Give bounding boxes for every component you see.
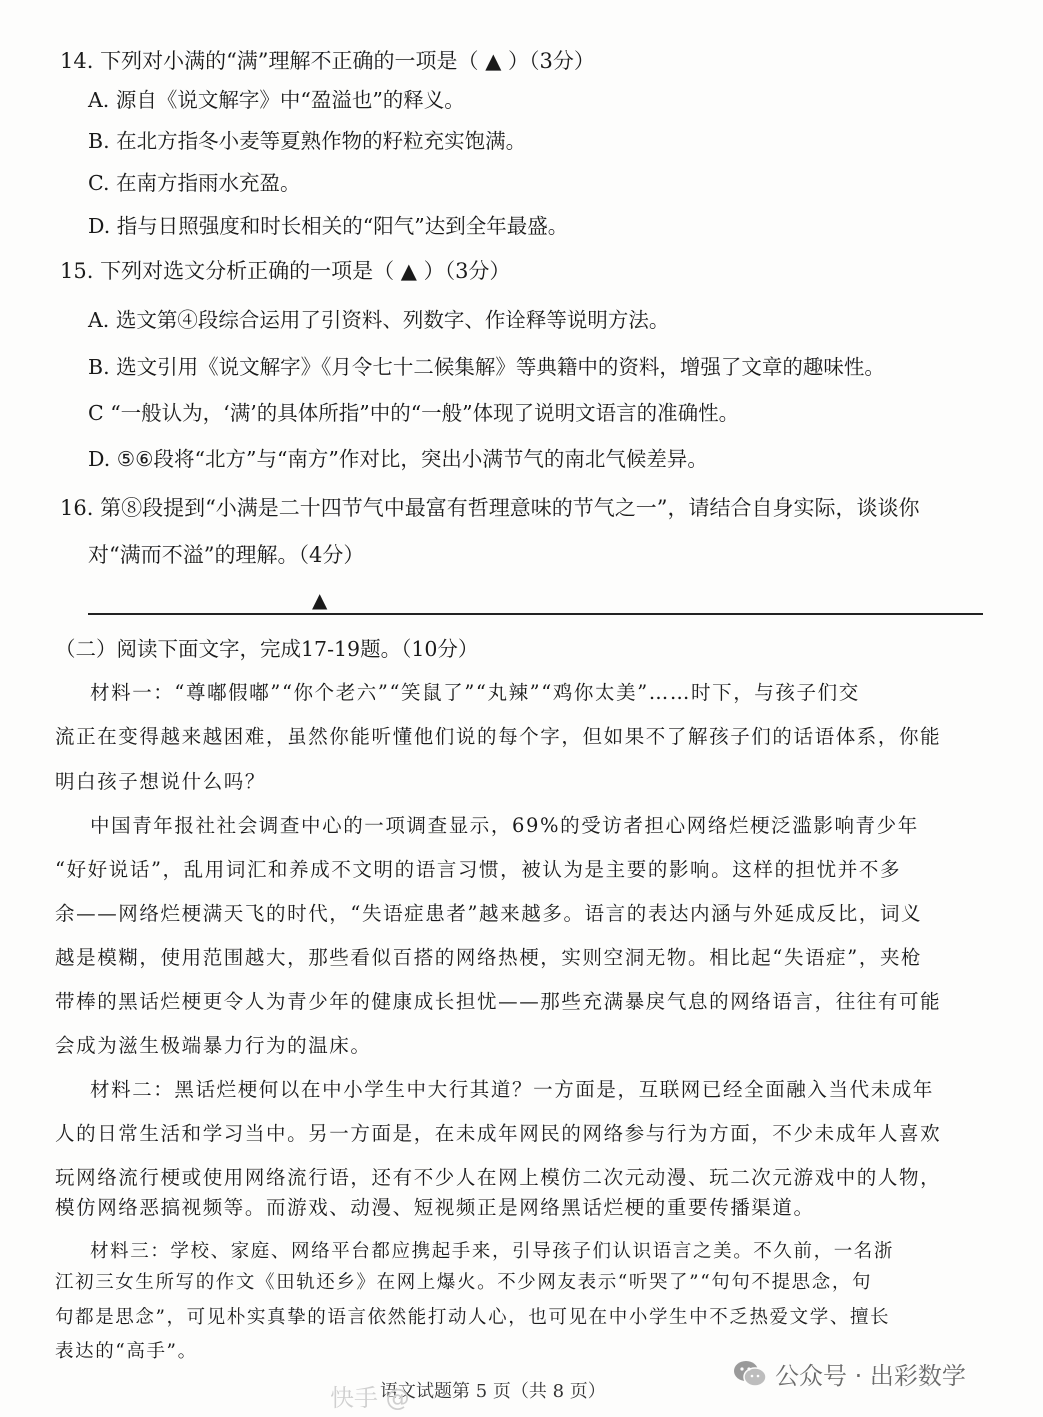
watermark-kuaishou: 快手 @ bbox=[330, 1384, 410, 1412]
q15-option-b: B. 选文引用《说文解字》《月令七十二候集解》等典籍中的资料，增强了文章的趣味性。 bbox=[88, 355, 885, 379]
page-number: 语文试题第 5 页（共 8 页） bbox=[380, 1381, 606, 1402]
watermark-wechat bbox=[733, 1356, 966, 1391]
material1-line-8: 带棒的黑话烂梗更令人为青少年的健康成长担忧——那些充满暴戾气息的网络语言，往往有可能 bbox=[55, 990, 942, 1013]
material1-line-6: 余——网络烂梗满天飞的时代，“失语症患者”越来越多。语言的表达内涵与外延成反比，词义 bbox=[55, 902, 923, 925]
q16-line-1: 16. 第⑧段提到“小满是二十四节气中最富有哲理意味的节气之一”，请结合自身实际，谈谈你 bbox=[60, 496, 920, 520]
wechat-icon bbox=[733, 1359, 767, 1389]
material2-line-4: 模仿网络恶搞视频等。而游戏、动漫、短视频正是网络黑话烂梗的重要传播渠道。 bbox=[55, 1196, 815, 1219]
q14-option-b: B. 在北方指冬小麦等夏熟作物的籽粒充实饱满。 bbox=[88, 129, 527, 153]
material3-line-2: 江初三女生所写的作文《田轨还乡》在网上爆火。不少网友表示“听哭了”“句句不提思念，句 bbox=[55, 1272, 873, 1293]
material3-line-1: 材料三：学校、家庭、网络平台都应携起手来，引导孩子们认识语言之美。不久前，一名浙 bbox=[90, 1241, 895, 1262]
q14-stem: 14. 下列对小满的“满”理解不正确的一项是（ ▲ ）（3分） bbox=[60, 49, 595, 73]
material1-line-9: 会成为滋生极端暴力行为的温床。 bbox=[55, 1034, 372, 1057]
material1-line-4: 中国青年报社社会调查中心的一项调查显示，69%的受访者担心网络烂梗泛滥影响青少年 bbox=[90, 814, 919, 837]
q14-option-d: D. 指与日照强度和时长相关的“阳气”达到全年最盛。 bbox=[88, 214, 569, 238]
material2-line-1: 材料二：黑话烂梗何以在中小学生中大行其道？一方面是，互联网已经全面融入当代未成年 bbox=[90, 1078, 935, 1101]
q14-option-c: C. 在南方指雨水充盈。 bbox=[88, 171, 301, 195]
q15-stem: 15. 下列对选文分析正确的一项是（ ▲ ）（3分） bbox=[60, 259, 511, 283]
q15-option-c: C “一般认为，‘满’的具体所指”中的“一般”体现了说明文语言的准确性。 bbox=[88, 401, 740, 425]
material1-line-1: 材料一：“尊嘟假嘟”“你个老六”“笑鼠了”“丸辣”“鸡你太美”……时下，与孩子们交 bbox=[90, 681, 860, 704]
material2-line-3: 玩网络流行梗或使用网络流行语，还有不少人在网上模仿二次元动漫、玩二次元游戏中的人物， bbox=[55, 1166, 942, 1189]
material1-line-7: 越是模糊，使用范围越大，那些看似百搭的网络热梗，实则空洞无物。相比起“失语症”，夹枪 bbox=[55, 946, 923, 969]
watermark-wechat-text: 公众号 · 出彩数学 bbox=[775, 1362, 966, 1390]
answer-line bbox=[88, 613, 983, 615]
material3-line-4: 表达的“高手”。 bbox=[55, 1341, 198, 1362]
q14-option-a: A. 源自《说文解字》中“盈溢也”的释义。 bbox=[88, 88, 465, 112]
material1-line-3: 明白孩子想说什么吗？ bbox=[55, 770, 267, 793]
q15-option-d: D. ⑤⑥段将“北方”与“南方”作对比，突出小满节气的南北气候差异。 bbox=[88, 447, 708, 471]
q15-option-a: A. 选文第④段综合运用了引资料、列数字、作诠释等说明方法。 bbox=[88, 308, 670, 332]
material1-line-5: “好好说话”，乱用词汇和养成不文明的语言习惯，被认为是主要的影响。这样的担忧并不多 bbox=[55, 858, 902, 881]
material3-line-3: 句都是思念”，可见朴实真挚的语言依然能打动人心，也可见在中小学生中不乏热爱文学、擅长 bbox=[55, 1307, 891, 1328]
material1-line-2: 流正在变得越来越困难，虽然你能听懂他们说的每个字，但如果不了解孩子们的话语体系，你能 bbox=[55, 725, 942, 748]
section2-title: （二）阅读下面文字，完成17-19题。（10分） bbox=[55, 637, 479, 661]
material2-line-2: 人的日常生活和学习当中。另一方面是，在未成年网民的网络参与行为方面，不少未成年人喜欢 bbox=[55, 1122, 942, 1145]
answer-triangle-icon: ▲ bbox=[312, 588, 328, 612]
q16-line-2: 对“满而不溢”的理解。（4分） bbox=[88, 543, 365, 567]
